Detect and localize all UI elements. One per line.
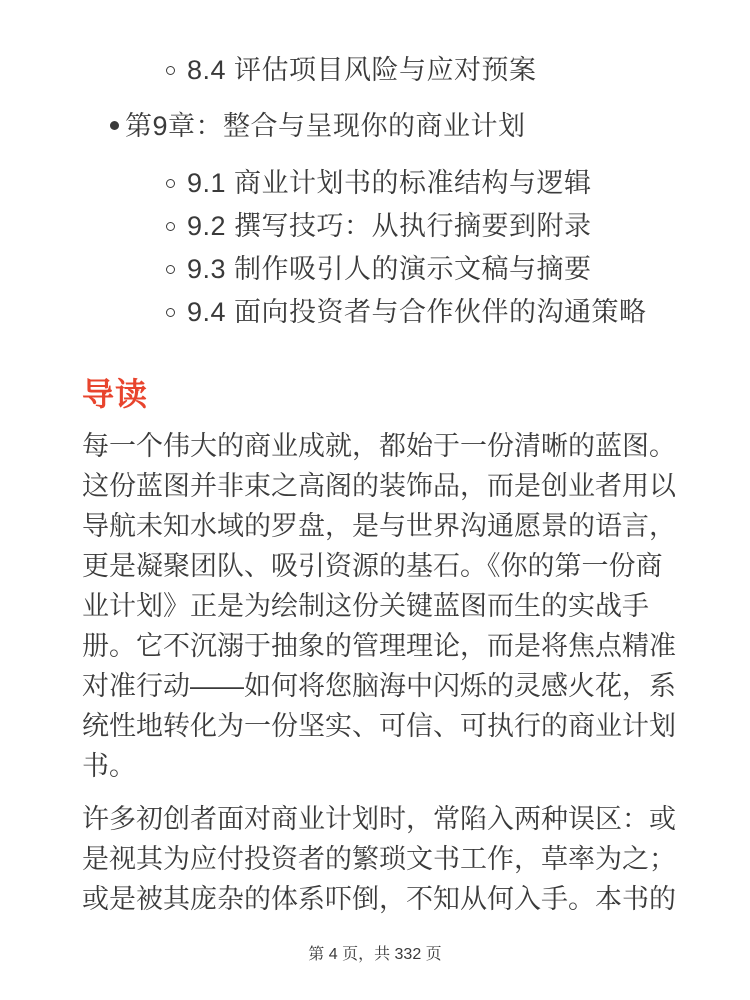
toc-item-label: 第9章：整合与呈现你的商业计划: [125, 111, 526, 141]
toc-item-9-4: [0, 292, 750, 332]
intro-paragraph-1: 每一个伟大的商业成就，都始于一份清晰的蓝图。这份蓝图并非束之高阁的装饰品，而是创业者用以导航未知水域的罗盘，是与世界沟通愿景的语言，更是凝聚团队、吸引资源的基石。《你的第一份商业计划》正是为绘制这份关键蓝图而生的实战手册。它不沉溺于抽象的管理理论，而是将焦点精准对准行动——如何将您脑海中闪烁的灵感火花，系统性地转化为一份坚实、可信、可执行的商业计划书。: [82, 431, 676, 781]
table-of-contents: [0, 0, 750, 332]
toc-item-label: 9.4 面向投资者与合作伙伴的沟通策略: [187, 297, 647, 327]
toc-item-9-3: [0, 249, 750, 289]
intro-paragraph-2: 许多初创者面对商业计划时，常陷入两种误区：或是视其为应付投资者的繁琐文书工作，草率为之；或是被其庞杂的体系吓倒，不知从何入手。本书的: [82, 804, 676, 914]
page-footer: [0, 944, 750, 966]
circle-bullet-icon: [166, 179, 175, 188]
toc-item-label: 8.4 评估项目风险与应对预案: [187, 55, 537, 85]
toc-item-label: 9.2 撰写技巧：从执行摘要到附录: [187, 211, 592, 241]
section-heading: 导读: [82, 376, 149, 412]
page-indicator: 第 4 页，共 332 页: [308, 946, 442, 963]
intro-section: [0, 372, 750, 919]
disc-bullet-icon: [110, 121, 119, 130]
toc-item-9-2: [0, 206, 750, 246]
circle-bullet-icon: [166, 66, 175, 75]
toc-item-label: 9.1 商业计划书的标准结构与逻辑: [187, 168, 592, 198]
toc-item-8-4: [0, 50, 750, 90]
circle-bullet-icon: [166, 222, 175, 231]
toc-item-9-1: [0, 163, 750, 203]
toc-item-chapter-9: [0, 106, 750, 146]
toc-item-label: 9.3 制作吸引人的演示文稿与摘要: [187, 254, 592, 284]
circle-bullet-icon: [166, 308, 175, 317]
circle-bullet-icon: [166, 265, 175, 274]
